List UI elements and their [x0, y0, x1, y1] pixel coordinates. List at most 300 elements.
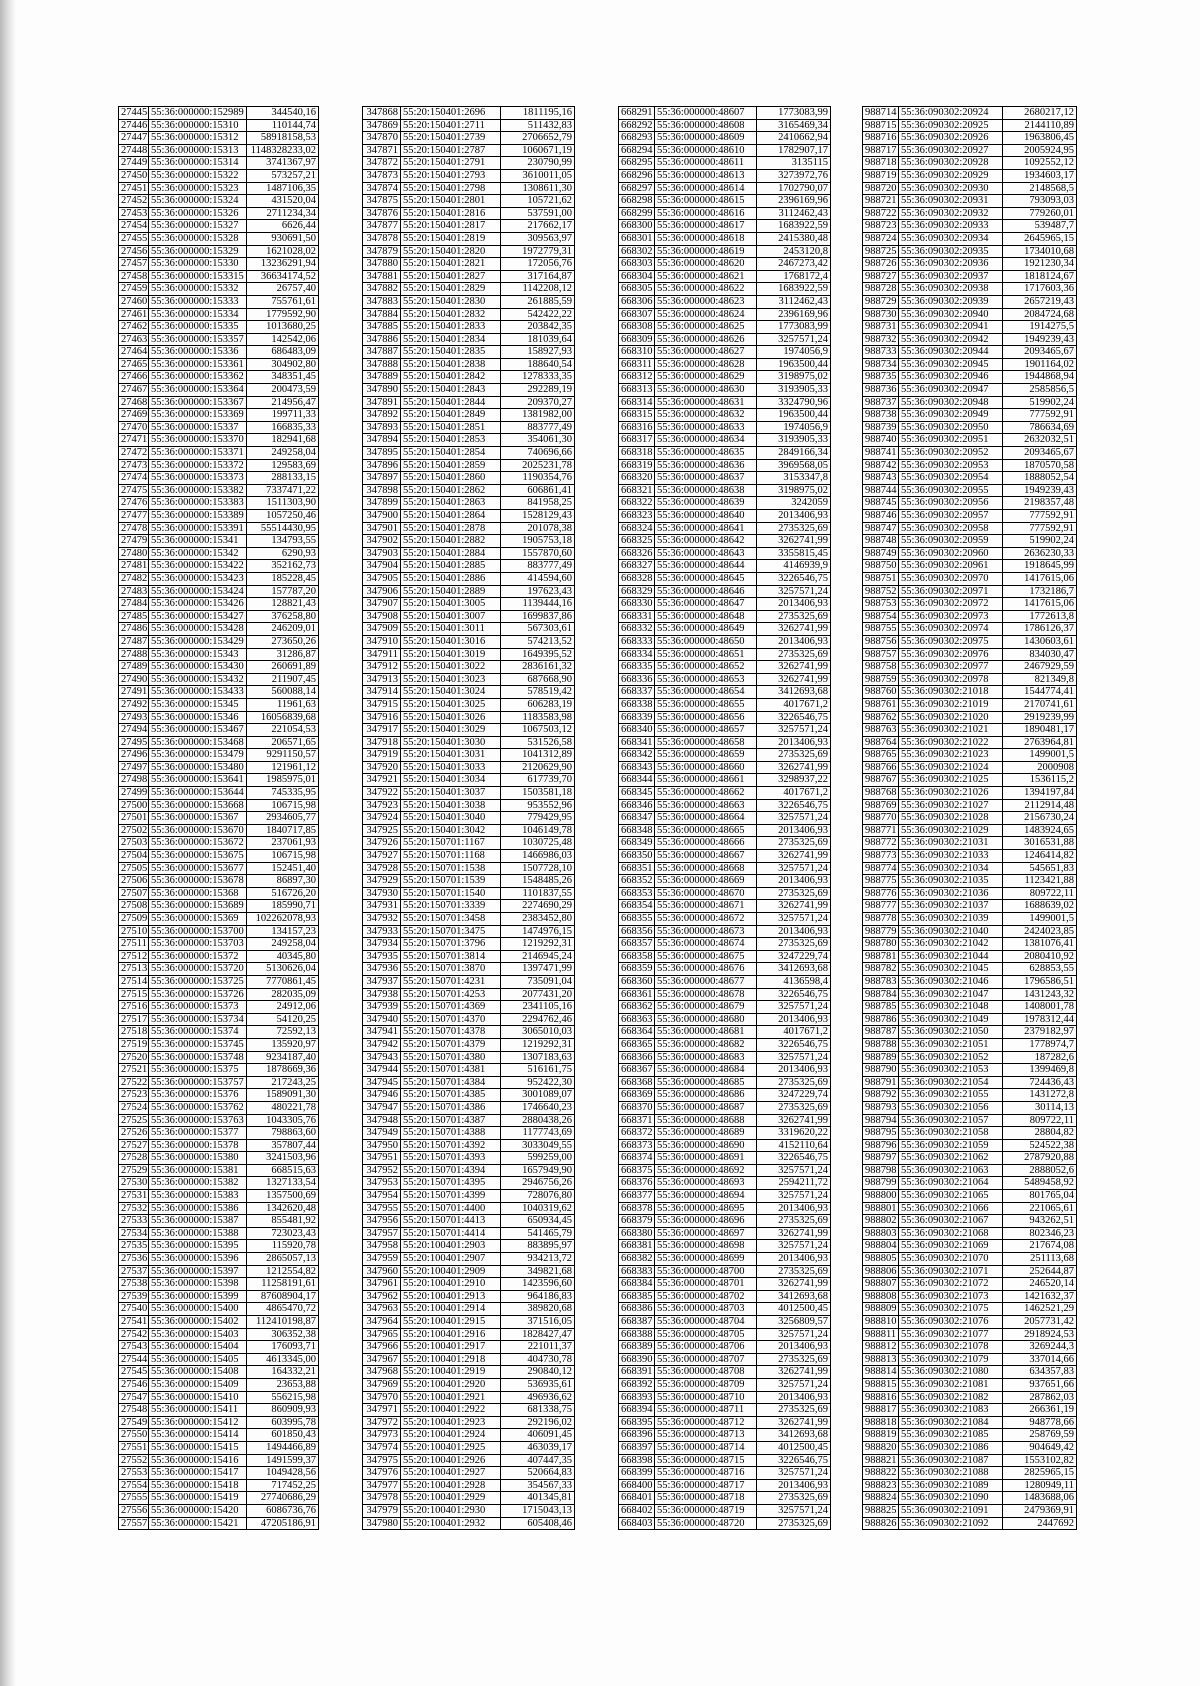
cadastral-value: 6626,44 [247, 220, 319, 233]
row-number: 668379 [619, 1215, 655, 1228]
cadastral-number: 55:36:000000:48625 [655, 321, 757, 334]
cadastral-number: 55:36:000000:48613 [655, 169, 757, 182]
row-number: 347941 [363, 1026, 401, 1039]
cadastral-number: 55:20:150401:3022 [401, 661, 501, 674]
table-row [119, 963, 319, 976]
cadastral-number: 55:20:150401:3042 [401, 824, 501, 837]
table-row [619, 850, 831, 863]
row-number: 668369 [619, 1089, 655, 1102]
table-row [619, 673, 831, 686]
cadastral-number: 55:36:090302:21064 [899, 1177, 1003, 1190]
row-number: 27553 [119, 1467, 149, 1480]
row-number: 988787 [863, 1026, 899, 1039]
row-number: 27555 [119, 1492, 149, 1505]
row-number: 668377 [619, 1190, 655, 1203]
cadastral-value: 1142208,12 [501, 283, 575, 296]
table-row [119, 787, 319, 800]
cadastral-number: 55:36:000000:153762 [149, 1101, 247, 1114]
table-row [863, 635, 1077, 648]
table-row [619, 900, 831, 913]
table-row [363, 144, 575, 157]
cadastral-value: 1219292,31 [501, 938, 575, 951]
cadastral-value: 55514430,95 [247, 522, 319, 535]
row-number: 347971 [363, 1404, 401, 1417]
cadastral-number: 55:36:090302:21036 [899, 887, 1003, 900]
cadastral-number: 55:36:090302:21049 [899, 1013, 1003, 1026]
table-row [119, 925, 319, 938]
cadastral-value: 317164,87 [501, 270, 575, 283]
row-number: 347874 [363, 182, 401, 195]
cadastral-number: 55:20:150401:2838 [401, 358, 501, 371]
cadastral-number: 55:36:090302:21050 [899, 1026, 1003, 1039]
table-row [119, 245, 319, 258]
cadastral-number: 55:36:000000:48674 [655, 938, 757, 951]
table-row [119, 547, 319, 560]
table-row [363, 1303, 575, 1316]
cadastral-value: 24912,06 [247, 1001, 319, 1014]
table-row [863, 1391, 1077, 1404]
table-row [119, 850, 319, 863]
cadastral-number: 55:20:150701:4394 [401, 1164, 501, 1177]
table-row [619, 182, 831, 195]
row-number: 347935 [363, 950, 401, 963]
cadastral-number: 55:36:090302:20939 [899, 295, 1003, 308]
cadastral-value: 4613345,00 [247, 1353, 319, 1366]
table-row [619, 1101, 831, 1114]
cadastral-number: 55:20:150401:3040 [401, 812, 501, 825]
cadastral-value: 4012500,45 [757, 1441, 831, 1454]
table-row [619, 1278, 831, 1291]
row-number: 988747 [863, 522, 899, 535]
row-number: 27509 [119, 913, 149, 926]
cadastral-number: 55:20:100401:2930 [401, 1504, 501, 1517]
table-row [863, 119, 1077, 132]
cadastral-number: 55:20:150401:2835 [401, 346, 501, 359]
row-number: 668317 [619, 434, 655, 447]
cadastral-number: 55:36:000000:48623 [655, 295, 757, 308]
row-number: 27494 [119, 724, 149, 737]
cadastral-value: 3247229,74 [757, 1089, 831, 1102]
cadastral-number: 55:36:090302:21035 [899, 875, 1003, 888]
cadastral-value: 354567,33 [501, 1479, 575, 1492]
cadastral-value: 798863,60 [247, 1127, 319, 1140]
cadastral-number: 55:36:000000:153734 [149, 1013, 247, 1026]
cadastral-number: 55:36:000000:153371 [149, 447, 247, 460]
table-row [619, 1001, 831, 1014]
table-row [863, 761, 1077, 774]
row-number: 668387 [619, 1316, 655, 1329]
row-number: 27514 [119, 975, 149, 988]
row-number: 347909 [363, 623, 401, 636]
row-number: 988794 [863, 1114, 899, 1127]
row-number: 668382 [619, 1253, 655, 1266]
cadastral-number: 55:36:000000:48652 [655, 661, 757, 674]
cadastral-value: 2479369,91 [1003, 1504, 1077, 1517]
cadastral-value: 3001089,07 [501, 1089, 575, 1102]
table-row [619, 812, 831, 825]
cadastral-value: 496936,62 [501, 1391, 575, 1404]
cadastral-value: 258769,59 [1003, 1429, 1077, 1442]
row-number: 27554 [119, 1479, 149, 1492]
table-row [619, 1038, 831, 1051]
row-number: 27501 [119, 812, 149, 825]
cadastral-value: 809722,11 [1003, 1114, 1077, 1127]
cadastral-number: 55:20:150701:4381 [401, 1064, 501, 1077]
table-row [363, 1265, 575, 1278]
table-row [863, 283, 1077, 296]
cadastral-number: 55:36:090302:20947 [899, 384, 1003, 397]
cadastral-value: 414594,60 [501, 572, 575, 585]
cadastral-value: 1528129,43 [501, 510, 575, 523]
row-number: 347917 [363, 724, 401, 737]
cadastral-number: 55:36:000000:153364 [149, 384, 247, 397]
row-number: 27512 [119, 950, 149, 963]
cadastral-number: 55:36:000000:48671 [655, 900, 757, 913]
table-row [363, 169, 575, 182]
table-row [363, 1504, 575, 1517]
cadastral-number: 55:36:000000:15410 [149, 1391, 247, 1404]
row-number: 988742 [863, 459, 899, 472]
cadastral-number: 55:36:000000:48693 [655, 1177, 757, 1190]
table-row [119, 1429, 319, 1442]
cadastral-number: 55:20:100401:2915 [401, 1316, 501, 1329]
cadastral-number: 55:36:000000:15324 [149, 195, 247, 208]
row-number: 988781 [863, 950, 899, 963]
cadastral-value: 157787,20 [247, 585, 319, 598]
cadastral-number: 55:20:150401:2863 [401, 497, 501, 510]
table-row [619, 1253, 831, 1266]
row-number: 27475 [119, 484, 149, 497]
cadastral-value: 1148328233,02 [247, 144, 319, 157]
cadastral-number: 55:36:090302:20937 [899, 270, 1003, 283]
cadastral-number: 55:20:150401:2816 [401, 207, 501, 220]
cadastral-number: 55:20:100401:2932 [401, 1517, 501, 1530]
cadastral-value: 723023,43 [247, 1227, 319, 1240]
row-number: 988750 [863, 560, 899, 573]
table-row [363, 635, 575, 648]
row-number: 988821 [863, 1454, 899, 1467]
cadastral-number: 55:36:000000:15330 [149, 258, 247, 271]
cadastral-value: 948778,66 [1003, 1416, 1077, 1429]
cadastral-number: 55:36:000000:15375 [149, 1064, 247, 1077]
cadastral-value: 777592,91 [1003, 409, 1077, 422]
cadastral-number: 55:36:000000:48628 [655, 358, 757, 371]
cadastral-number: 55:36:000000:48686 [655, 1089, 757, 1102]
cadastral-value: 1901164,02 [1003, 358, 1077, 371]
row-number: 347937 [363, 975, 401, 988]
cadastral-value: 201078,38 [501, 522, 575, 535]
table-row [119, 119, 319, 132]
cadastral-value: 1890481,17 [1003, 724, 1077, 737]
cadastral-value: 2093465,67 [1003, 346, 1077, 359]
cadastral-value: 2013406,93 [757, 598, 831, 611]
cadastral-number: 55:36:000000:15419 [149, 1492, 247, 1505]
cadastral-number: 55:36:000000:15313 [149, 144, 247, 157]
cadastral-value: 1589091,30 [247, 1089, 319, 1102]
row-number: 988765 [863, 749, 899, 762]
table-row [619, 295, 831, 308]
cadastral-value: 3262741,99 [757, 623, 831, 636]
cadastral-number: 55:36:000000:48667 [655, 850, 757, 863]
table-row [863, 749, 1077, 762]
cadastral-value: 952422,30 [501, 1076, 575, 1089]
cadastral-number: 55:36:000000:153748 [149, 1051, 247, 1064]
cadastral-value: 40345,80 [247, 950, 319, 963]
row-number: 988732 [863, 333, 899, 346]
cadastral-value: 72592,13 [247, 1026, 319, 1039]
cadastral-value: 2013406,93 [757, 1479, 831, 1492]
cadastral-value: 1657949,90 [501, 1164, 575, 1177]
table-row [863, 245, 1077, 258]
cadastral-number: 55:36:090302:21068 [899, 1227, 1003, 1240]
row-number: 27451 [119, 182, 149, 195]
table-row [119, 295, 319, 308]
table-row [863, 1227, 1077, 1240]
cadastral-number: 55:36:000000:153427 [149, 610, 247, 623]
cadastral-number: 55:36:000000:48632 [655, 409, 757, 422]
cadastral-number: 55:20:150401:2854 [401, 447, 501, 460]
table-row [619, 824, 831, 837]
cadastral-number: 55:20:150401:3023 [401, 673, 501, 686]
row-number: 668367 [619, 1064, 655, 1077]
cadastral-number: 55:36:000000:153357 [149, 333, 247, 346]
table-row [363, 157, 575, 170]
cadastral-number: 55:36:000000:48708 [655, 1366, 757, 1379]
table-row [119, 1240, 319, 1253]
cadastral-value: 354061,30 [501, 434, 575, 447]
row-number: 668350 [619, 850, 655, 863]
cadastral-number: 55:36:000000:153678 [149, 875, 247, 888]
cadastral-number: 55:36:000000:48710 [655, 1391, 757, 1404]
row-number: 347871 [363, 144, 401, 157]
cadastral-number: 55:36:000000:15411 [149, 1404, 247, 1417]
cadastral-value: 1212554,82 [247, 1265, 319, 1278]
table-row [619, 1328, 831, 1341]
cadastral-number: 55:36:000000:15328 [149, 232, 247, 245]
cadastral-value: 617739,70 [501, 774, 575, 787]
cadastral-number: 55:36:000000:48659 [655, 749, 757, 762]
cadastral-value: 3257571,24 [757, 333, 831, 346]
row-number: 27544 [119, 1353, 149, 1366]
cadastral-number: 55:20:150701:1167 [401, 837, 501, 850]
row-number: 988814 [863, 1366, 899, 1379]
row-number: 347934 [363, 938, 401, 951]
cadastral-value: 1397471,99 [501, 963, 575, 976]
cadastral-number: 55:20:150401:3026 [401, 711, 501, 724]
cadastral-number: 55:36:000000:153700 [149, 925, 247, 938]
row-number: 668343 [619, 761, 655, 774]
cadastral-number: 55:36:000000:153433 [149, 686, 247, 699]
row-number: 27461 [119, 308, 149, 321]
cadastral-number: 55:36:000000:15420 [149, 1504, 247, 1517]
cadastral-value: 3262741,99 [757, 535, 831, 548]
cadastral-value: 2934605,77 [247, 812, 319, 825]
cadastral-value: 1483688,06 [1003, 1492, 1077, 1505]
row-number: 988753 [863, 598, 899, 611]
cadastral-value: 1190354,76 [501, 472, 575, 485]
cadastral-number: 55:36:000000:48688 [655, 1114, 757, 1127]
row-number: 988822 [863, 1467, 899, 1480]
row-number: 27474 [119, 472, 149, 485]
table-row [619, 232, 831, 245]
row-number: 27497 [119, 761, 149, 774]
table-row [863, 1378, 1077, 1391]
row-number: 347919 [363, 749, 401, 762]
cadastral-number: 55:20:150401:3030 [401, 736, 501, 749]
cadastral-value: 2013406,93 [757, 1253, 831, 1266]
cadastral-value: 2415380,48 [757, 232, 831, 245]
cadastral-number: 55:36:000000:48668 [655, 862, 757, 875]
cadastral-value: 1511303,90 [247, 497, 319, 510]
table-row [619, 724, 831, 737]
table-row [863, 1479, 1077, 1492]
row-number: 27472 [119, 447, 149, 460]
cadastral-number: 55:20:150401:3025 [401, 698, 501, 711]
row-number: 347953 [363, 1177, 401, 1190]
cadastral-value: 3257571,24 [757, 812, 831, 825]
cadastral-number: 55:36:000000:153675 [149, 850, 247, 863]
table-row [363, 1215, 575, 1228]
cadastral-value: 214956,47 [247, 396, 319, 409]
cadastral-number: 55:36:090302:20945 [899, 358, 1003, 371]
row-number: 27454 [119, 220, 149, 233]
cadastral-number: 55:20:150401:3029 [401, 724, 501, 737]
cadastral-number: 55:20:150401:3034 [401, 774, 501, 787]
table-row [863, 144, 1077, 157]
row-number: 347963 [363, 1303, 401, 1316]
cadastral-number: 55:20:150401:2711 [401, 119, 501, 132]
row-number: 988782 [863, 963, 899, 976]
cadastral-number: 55:36:000000:48673 [655, 925, 757, 938]
row-number: 668312 [619, 371, 655, 384]
cadastral-value: 371516,05 [501, 1316, 575, 1329]
cadastral-value: 1394197,84 [1003, 787, 1077, 800]
cadastral-value: 221054,53 [247, 724, 319, 737]
cadastral-number: 55:36:000000:15398 [149, 1278, 247, 1291]
cadastral-number: 55:36:000000:48689 [655, 1127, 757, 1140]
table-row [363, 1328, 575, 1341]
row-number: 988789 [863, 1051, 899, 1064]
cadastral-number: 55:36:000000:153720 [149, 963, 247, 976]
cadastral-value: 2144110,89 [1003, 119, 1077, 132]
cadastral-number: 55:36:000000:15408 [149, 1366, 247, 1379]
row-number: 668395 [619, 1416, 655, 1429]
cadastral-number: 55:20:100401:2929 [401, 1492, 501, 1505]
table-row [119, 421, 319, 434]
row-number: 347891 [363, 396, 401, 409]
table-row [119, 1492, 319, 1505]
cadastral-value: 3226546,75 [757, 572, 831, 585]
cadastral-value: 105721,62 [501, 195, 575, 208]
row-number: 347925 [363, 824, 401, 837]
table-row [363, 736, 575, 749]
cadastral-value: 2735325,69 [757, 887, 831, 900]
table-row [863, 434, 1077, 447]
row-number: 988817 [863, 1404, 899, 1417]
row-number: 347870 [363, 132, 401, 145]
cadastral-number: 55:20:150401:2820 [401, 245, 501, 258]
row-number: 988767 [863, 774, 899, 787]
table-row [863, 1127, 1077, 1140]
cadastral-value: 1491599,37 [247, 1454, 319, 1467]
cadastral-value: 2836161,32 [501, 661, 575, 674]
cadastral-value: 1494466,89 [247, 1441, 319, 1454]
row-number: 347962 [363, 1290, 401, 1303]
row-number: 668319 [619, 459, 655, 472]
cadastral-number: 55:36:090302:20952 [899, 447, 1003, 460]
cadastral-number: 55:36:000000:153430 [149, 661, 247, 674]
cadastral-number: 55:36:000000:48643 [655, 547, 757, 560]
cadastral-number: 55:20:150401:2791 [401, 157, 501, 170]
cadastral-value: 3257571,24 [757, 1467, 831, 1480]
cadastral-number: 55:36:000000:48642 [655, 535, 757, 548]
cadastral-number: 55:20:150701:4387 [401, 1114, 501, 1127]
table-row [363, 787, 575, 800]
cadastral-value: 217662,17 [501, 220, 575, 233]
cadastral-number: 55:36:000000:15322 [149, 169, 247, 182]
table-row [363, 900, 575, 913]
table-row [619, 510, 831, 523]
cadastral-number: 55:20:150401:2827 [401, 270, 501, 283]
row-number: 988790 [863, 1064, 899, 1077]
row-number: 668355 [619, 913, 655, 926]
table-row [619, 1353, 831, 1366]
cadastral-value: 740696,66 [501, 447, 575, 460]
cadastral-number: 55:20:150701:3814 [401, 950, 501, 963]
table-row [863, 900, 1077, 913]
cadastral-number: 55:20:150401:2819 [401, 232, 501, 245]
cadastral-value: 249258,04 [247, 447, 319, 460]
cadastral-number: 55:36:000000:48635 [655, 447, 757, 460]
row-number: 347916 [363, 711, 401, 724]
row-number: 988733 [863, 346, 899, 359]
cadastral-number: 55:36:000000:15412 [149, 1416, 247, 1429]
cadastral-number: 55:20:150701:1540 [401, 887, 501, 900]
cadastral-value: 290840,12 [501, 1366, 575, 1379]
cadastral-number: 55:36:000000:48666 [655, 837, 757, 850]
row-number: 347922 [363, 787, 401, 800]
table-row [863, 1240, 1077, 1253]
row-number: 27532 [119, 1202, 149, 1215]
row-number: 347882 [363, 283, 401, 296]
cadastral-number: 55:36:090302:21070 [899, 1253, 1003, 1266]
row-number: 988746 [863, 510, 899, 523]
row-number: 347961 [363, 1278, 401, 1291]
table-row [619, 132, 831, 145]
table-row [119, 396, 319, 409]
row-number: 347956 [363, 1215, 401, 1228]
row-number: 347889 [363, 371, 401, 384]
cadastral-number: 55:36:000000:48669 [655, 875, 757, 888]
table-row [119, 358, 319, 371]
row-number: 347897 [363, 472, 401, 485]
cadastral-number: 55:36:000000:48681 [655, 1026, 757, 1039]
cadastral-value: 2657219,43 [1003, 295, 1077, 308]
cadastral-number: 55:36:000000:15404 [149, 1341, 247, 1354]
row-number: 347920 [363, 761, 401, 774]
cadastral-number: 55:36:090302:21045 [899, 963, 1003, 976]
cadastral-value: 27740686,29 [247, 1492, 319, 1505]
cadastral-number: 55:36:000000:48672 [655, 913, 757, 926]
table-row [619, 837, 831, 850]
table-row [863, 774, 1077, 787]
cadastral-value: 3262741,99 [757, 850, 831, 863]
cadastral-value: 1782907,17 [757, 144, 831, 157]
row-number: 347877 [363, 220, 401, 233]
cadastral-number: 55:36:000000:15416 [149, 1454, 247, 1467]
table-row [119, 623, 319, 636]
cadastral-number: 55:36:090302:21086 [899, 1441, 1003, 1454]
